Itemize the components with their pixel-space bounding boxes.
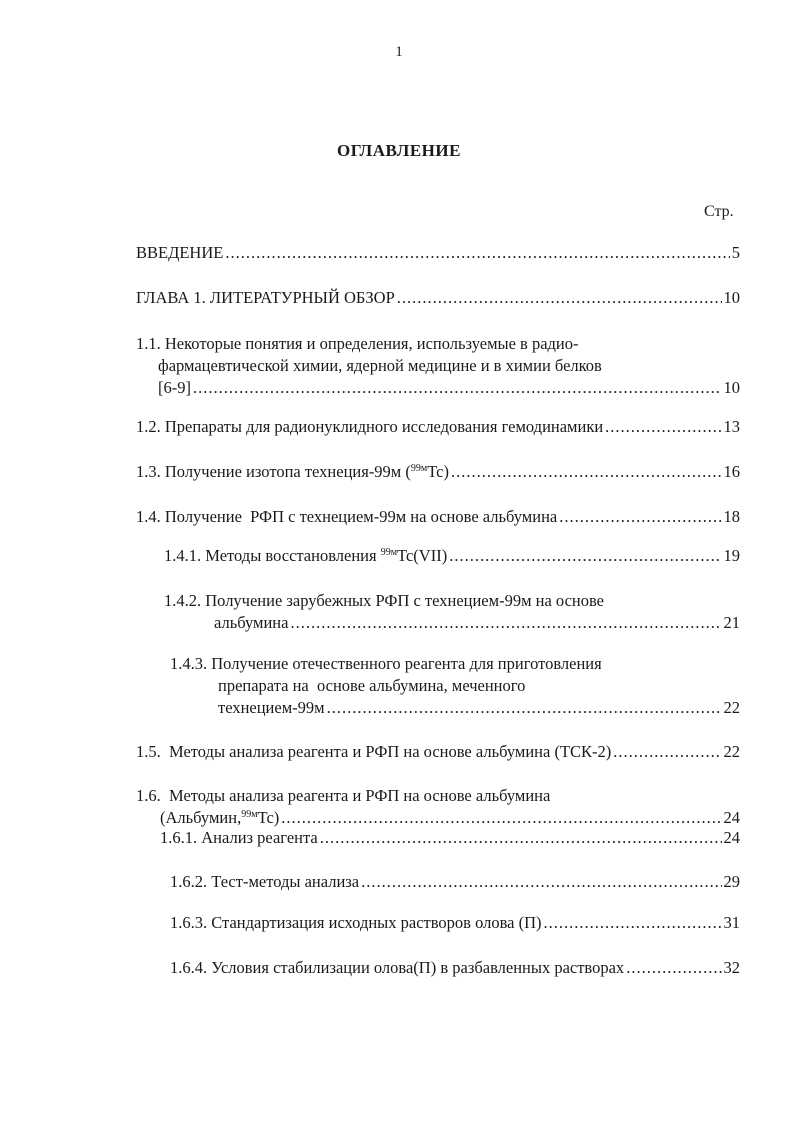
toc-page-number: 19 — [723, 546, 740, 565]
toc-entry-line: 1.1. Некоторые понятия и определения, используемые в радио- — [136, 334, 579, 353]
leader-dots — [320, 827, 722, 849]
toc-entry-line: препарата на основе альбумина, меченного — [218, 676, 526, 695]
page-column-label: Стр. — [704, 203, 734, 220]
leader-dots — [613, 741, 721, 763]
page-number: 1 — [395, 44, 403, 60]
toc-entry-line: 1.6. Методы анализа реагента и РФП на основе альбумина — [136, 786, 551, 805]
text-part: Tc(VII) — [397, 546, 448, 565]
leader-dots — [449, 545, 721, 567]
toc-page-number: 21 — [723, 613, 740, 632]
leader-dots — [225, 242, 729, 264]
toc-entry-1-6-2 — [170, 871, 740, 893]
toc-entry-line: 1.4.3. Получение отечественного реагента для приготовления — [170, 654, 602, 673]
toc-entry-text: 1.4. Получение РФП с технецием-99м на основе альбумина — [136, 507, 558, 526]
toc-entry-line: 1.4.2. Получение зарубежных РФП с технецием-99м на основе — [164, 591, 604, 610]
toc-entry-introduction — [136, 242, 740, 264]
leader-dots — [281, 807, 721, 829]
text-part: 1.3. Получение изотопа технеция-99м ( — [136, 462, 411, 481]
toc-entry-1-5 — [136, 741, 740, 763]
toc-entry-1-6 — [136, 785, 740, 829]
leader-dots — [397, 287, 722, 309]
leader-dots — [559, 506, 721, 528]
leader-dots — [605, 416, 721, 438]
toc-entry-1-4 — [136, 506, 740, 528]
toc-page-number: 13 — [723, 417, 740, 436]
toc-page-number: 5 — [731, 243, 740, 262]
toc-page-number: 31 — [723, 913, 740, 932]
toc-page-number: 29 — [723, 872, 740, 891]
toc-entry-text: 1.5. Методы анализа реагента и РФП на основе альбумина (ТСК-2) — [136, 742, 612, 761]
toc-entry-text: технецием-99м — [218, 698, 325, 717]
toc-page-number: 18 — [723, 507, 740, 526]
toc-entry-1-3 — [136, 461, 740, 483]
leader-dots — [626, 957, 721, 979]
toc-entry-text: 1.6.4. Условия стабилизации олова(П) в разбавленных растворах — [170, 958, 625, 977]
toc-page-number: 32 — [723, 958, 740, 977]
toc-entry-text: 1.6.2. Тест-методы анализа — [170, 872, 360, 891]
leader-dots — [290, 612, 721, 634]
toc-entry-line: фармацевтической химии, ядерной медицине и в химии белков — [158, 356, 602, 375]
toc-entry-1-4-2 — [164, 590, 740, 634]
toc-entry-1-4-3 — [170, 653, 740, 719]
toc-entry-text: ГЛАВА 1. ЛИТЕРАТУРНЫЙ ОБЗОР — [136, 288, 395, 307]
toc-entry-text: 1.6.3. Стандартизация исходных растворов олова (П) — [170, 913, 542, 932]
superscript: 99м — [410, 463, 428, 474]
toc-entry-1-4-1 — [164, 545, 740, 567]
page-title: ОГЛАВЛЕНИЕ — [337, 141, 461, 160]
toc-entry-1-6-3 — [170, 912, 740, 934]
toc-entry-1-1 — [136, 333, 740, 399]
leader-dots — [361, 871, 721, 893]
toc-entry-text: альбумина — [214, 613, 289, 632]
toc-entry-1-6-4 — [170, 957, 740, 979]
leader-dots — [451, 461, 722, 483]
toc-page-number: 24 — [723, 828, 740, 847]
text-part: Tc) — [257, 808, 280, 827]
toc-entry-text — [136, 461, 449, 483]
text-part: 1.4.1. Методы восстановления — [164, 546, 381, 565]
leader-dots — [327, 697, 722, 719]
toc-entry-text: ВВЕДЕНИЕ — [136, 243, 224, 262]
text-part: Tc) — [427, 462, 449, 481]
toc-entry-text: 1.2. Препараты для радионуклидного исследования гемодинамики — [136, 417, 604, 436]
toc-entry-text — [164, 545, 447, 567]
toc-page-number: 10 — [723, 288, 740, 307]
toc-entry-1-2 — [136, 416, 740, 438]
toc-entry-text — [160, 807, 279, 829]
toc-entry-text: [6-9] — [158, 378, 191, 397]
superscript: 99м — [380, 547, 398, 558]
toc-page-number: 22 — [723, 742, 740, 761]
toc-entry-1-6-1 — [160, 827, 740, 849]
toc-page-number: 22 — [723, 698, 740, 717]
text-part: (Альбумин, — [160, 808, 242, 827]
leader-dots — [544, 912, 722, 934]
superscript: 99м — [241, 809, 258, 820]
toc-page-number: 16 — [723, 462, 740, 481]
leader-dots — [193, 377, 722, 399]
toc-page-number: 10 — [723, 378, 740, 397]
toc-entry-text: 1.6.1. Анализ реагента — [160, 828, 318, 847]
toc-entry-chapter-1 — [136, 287, 740, 309]
toc-page-number: 24 — [723, 808, 740, 827]
